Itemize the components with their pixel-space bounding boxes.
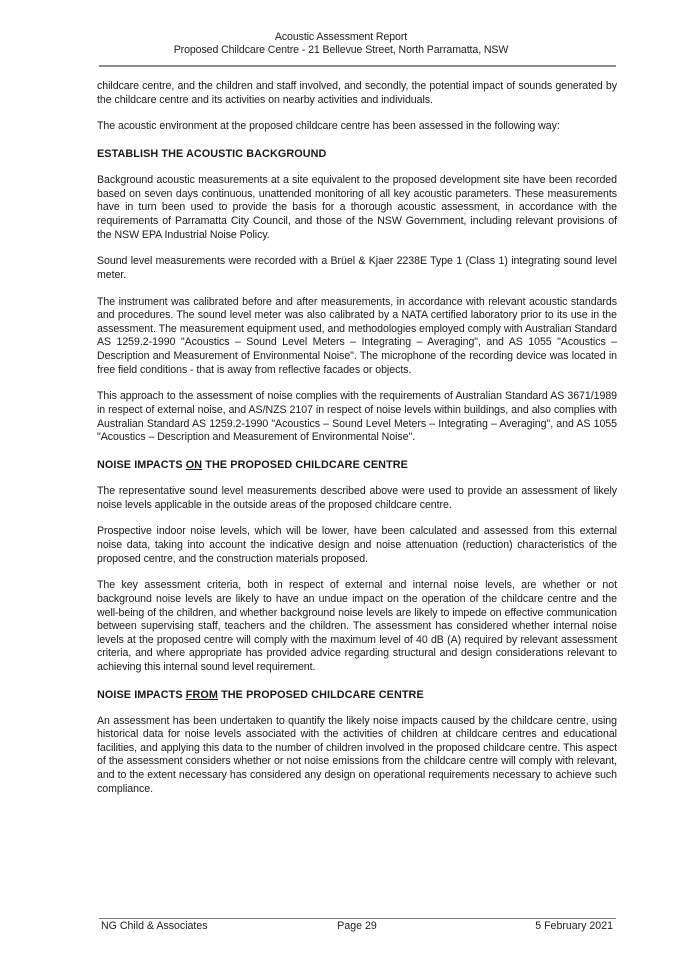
- paragraph: Sound level measurements were recorded with a Brüel & Kjaer 2238E Type 1 (Class 1) integrating sound level meter.: [97, 255, 617, 281]
- footer-date: 5 February 2021: [535, 920, 613, 932]
- paragraph: Background acoustic measurements at a site equivalent to the proposed development site have been recorded based on seven days continuous, unattended monitoring of all key acoustic parameters. These measurements have in turn been used to provide the basis for a thorough acoustic assessment, in accordance with the requirements of Parramatta City Council, and those of the NSW Government, including relevant provisions of the NSW EPA Industrial Noise Policy.: [97, 174, 617, 241]
- paragraph: The instrument was calibrated before and after measurements, in accordance with relevant acoustic standards and procedures. The sound level meter was also calibrated by a NATA certified laboratory prior to its use in the assessment. The measurement equipment used, and methodologies employed comply with Australian Standard AS 1259.2-1990 "Acoustics – Sound Level Meters – Integrating – Averaging", and AS 1055 "Acoustics – Description and Measurement of Environmental Noise". The microphone of the recording device was located in free field conditions - that is away from reflective facades or objects.: [97, 295, 617, 376]
- report-subtitle: Proposed Childcare Centre - 21 Bellevue Street, North Parramatta, NSW: [173, 44, 509, 56]
- section-heading-noise-impacts-on: NOISE IMPACTS ON THE PROPOSED CHILDCARE CENTRE: [97, 459, 408, 471]
- footer-divider: [99, 918, 616, 919]
- heading-emphasis: FROM: [185, 688, 218, 701]
- page-footer: [101, 920, 613, 933]
- report-title: Acoustic Assessment Report: [274, 31, 408, 43]
- paragraph: Prospective indoor noise levels, which will be lower, have been calculated and assessed from this external noise data, taking into account the indicative design and noise attenuation (reduction) characteristics of the proposed centre, and the construction materials proposed.: [97, 525, 617, 565]
- paragraph: An assessment has been undertaken to quantify the likely noise impacts caused by the childcare centre, using historical data for noise levels associated with the activities of children at childcare centres and educational facilities, and applying this data to the number of children involved in the proposed childcare centre. This aspect of the assessment considers whether or not noise emissions from the childcare centre will comply with relevant, and to the extent necessary has considered any design on operational requirements necessary to achieve such compliance.: [97, 714, 617, 795]
- intro-paragraph: childcare centre, and the children and staff involved, and secondly, the potential impact of sounds generated by the childcare centre and its activities on nearby activities and individuals.: [97, 80, 617, 106]
- paragraph: This approach to the assessment of noise complies with the requirements of Australian Standard AS 3671/1989 in respect of external noise, and AS/NZS 2107 in respect of noise levels within buildings, and also complies with Australian Standard AS 1259.2-1990 "Acoustics – Sound Level Meters – Integrating – Averaging", and AS 1055 "Acoustics – Description and Measurement of Environmental Noise".: [97, 390, 617, 444]
- section-heading-acoustic-background: ESTABLISH THE ACOUSTIC BACKGROUND: [97, 148, 327, 161]
- heading-emphasis: ON: [185, 459, 203, 471]
- page-header: [0, 31, 682, 57]
- paragraph: The key assessment criteria, both in respect of external and internal noise levels, are whether or not background noise levels are likely to have an undue impact on the operation of the childcare centre and the well-being of the children, and whether background noise levels are likely to impede on effective communication between supervising staff, teachers and the children. The assessment has considered whether internal noise levels at the proposed centre will comply with the maximum level of 40 dB (A) required by relevant assessment criteria, and where appropriate has provided advice regarding structural and design considerations relevant to achieving this internal sound level requirement.: [97, 579, 617, 673]
- assessment-method-paragraph: The acoustic environment at the proposed childcare centre has been assessed in the following way:: [97, 120, 560, 133]
- section-heading-noise-impacts-from: NOISE IMPACTS FROM THE PROPOSED CHILDCARE CENTRE: [97, 688, 424, 701]
- document-body: [97, 80, 617, 809]
- header-divider: [99, 65, 616, 67]
- footer-page-number: Page 29: [337, 920, 377, 932]
- footer-company: NG Child & Associates: [101, 920, 208, 932]
- paragraph: The representative sound level measurements described above were used to provide an assessment of likely noise levels applicable in the outside areas of the proposed childcare centre.: [97, 485, 617, 511]
